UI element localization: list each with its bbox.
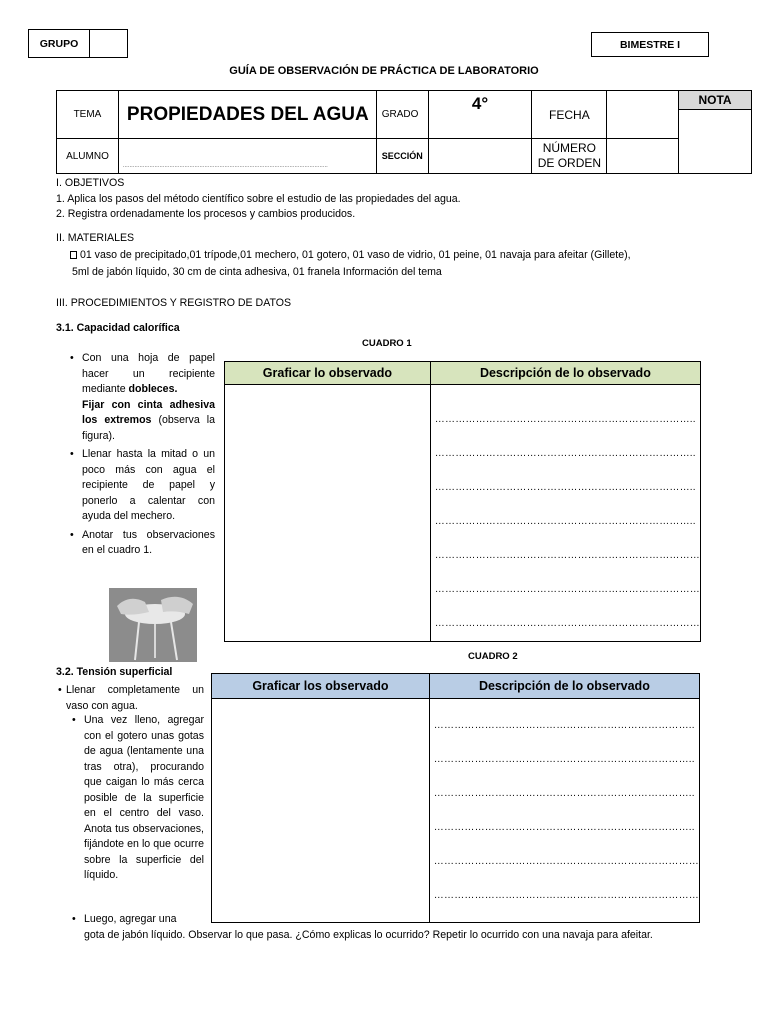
dot-line: ………………………………………………………………….. xyxy=(434,414,696,425)
dot-line: ………………………………………………………………….. xyxy=(434,516,696,527)
page-title: GUÍA DE OBSERVACIÓN DE PRÁCTICA DE LABORATORIO xyxy=(229,65,539,77)
tema-value: PROPIEDADES DEL AGUA xyxy=(118,91,376,139)
materiales-section xyxy=(56,230,756,281)
dot-line: ………………………………………………………………….. xyxy=(433,754,695,765)
objetivos-section xyxy=(56,176,746,223)
step-item: • Llenar completamente un vaso con agua. xyxy=(56,683,204,714)
dot-line: ………………………………………………………………….. xyxy=(433,822,695,833)
grado-label: GRADO xyxy=(376,91,428,139)
cuadro1-col-graficar: Graficar lo observado xyxy=(225,362,431,385)
grupo-label: GRUPO xyxy=(29,30,90,57)
step1-text-c: Fijar con cinta adhesiva los extremos xyxy=(82,398,215,426)
section-3-2-step3b: gota de jabón líquido. Observar lo que pasa. ¿Cómo explicas lo ocurrido? Repetir lo ocurrido con una navaja para afeitar. xyxy=(84,929,653,941)
section-3-1-steps xyxy=(68,351,215,562)
paper-container-illustration xyxy=(109,588,197,662)
seccion-value[interactable] xyxy=(428,139,532,174)
dot-line: …………………………………………………………………… xyxy=(434,584,700,595)
section-3-2-heading: 3.2. Tensión superficial xyxy=(56,666,173,678)
dot-line: …………………………………………………………………… xyxy=(433,890,699,901)
fecha-label: FECHA xyxy=(532,91,607,139)
step-item: • Anotar tus observaciones en el cuadro 1. xyxy=(68,528,215,559)
bimestre-box: BIMESTRE I xyxy=(591,32,709,57)
dot-line: ………………………………………………………………….. xyxy=(434,448,696,459)
nota-cell xyxy=(679,91,752,174)
numero-orden-line2: DE ORDEN xyxy=(537,156,602,170)
cuadro1-dotlines xyxy=(431,385,700,641)
step-item: • Llenar hasta la mitad o un poco más con agua el recipiente de papel y ponerlo a calentar con ayuda del mechero. xyxy=(68,447,215,525)
materiales-heading: II. MATERIALES xyxy=(56,232,135,244)
numero-orden-label xyxy=(532,139,607,174)
cuadro2-description-area[interactable] xyxy=(429,699,699,923)
step-item: • Una vez lleno, agregar con el gotero unas gotas de agua (lentamente una tras otra), procurando que caigan lo más cerca posible de la superficie en el centro del vaso. Anota tus observaciones, fijándote en lo que ocurre sobre la superficie del líquido. xyxy=(70,713,204,884)
materiales-line2: 5ml de jabón líquido, 30 cm de cinta adhesiva, 01 franela Información del tema xyxy=(72,266,442,278)
section-3-1-heading: 3.1. Capacidad calorífica xyxy=(56,322,180,334)
dot-line: …………………………………………………………………… xyxy=(434,618,700,629)
box-icon xyxy=(70,251,77,259)
section-3-2-step2 xyxy=(70,713,204,887)
alumno-field[interactable] xyxy=(118,139,376,174)
cuadro2-col-graficar: Graficar los observado xyxy=(212,674,430,699)
tema-label: TEMA xyxy=(57,91,119,139)
cuadro2-drawing-area[interactable] xyxy=(212,699,430,923)
nota-label: NOTA xyxy=(679,91,751,110)
step1-text-d: (observa la figura). xyxy=(82,414,215,442)
paper-container-photo xyxy=(109,588,197,662)
section-3-2-step1 xyxy=(56,683,204,717)
numero-orden-value[interactable] xyxy=(607,139,679,174)
grado-value: 4° xyxy=(428,91,532,139)
step1-text-a: Con una hoja de papel hacer un recipiente mediante xyxy=(82,352,215,395)
alumno-line: …………………………………………………………………………………………………………… xyxy=(122,163,328,169)
dot-line: ………………………………………………………………….. xyxy=(433,788,695,799)
grupo-value[interactable] xyxy=(90,30,127,57)
seccion-label: SECCIÓN xyxy=(376,139,428,174)
cuadro1-table xyxy=(224,361,701,642)
dot-line: …………………………………………………………………… xyxy=(433,856,699,867)
dot-line: ………………………………………………………………….. xyxy=(434,482,696,493)
materiales-line1-text: 01 vaso de precipitado,01 trípode,01 mechero, 01 gotero, 01 vaso de vidrio, 01 peine, 01 navaja para afeitar (Gillete), xyxy=(77,249,631,261)
procedimientos-heading: III. PROCEDIMIENTOS Y REGISTRO DE DATOS xyxy=(56,297,292,309)
step1-text-b: dobleces. xyxy=(128,383,178,395)
materiales-line1 xyxy=(56,247,756,264)
alumno-label: ALUMNO xyxy=(57,139,119,174)
dot-line: ………………………………………………………………….. xyxy=(433,720,695,731)
cuadro1-col-descripcion: Descripción de lo observado xyxy=(430,362,700,385)
numero-orden-line1: NÚMERO xyxy=(542,141,597,155)
step-item: • Luego, agregar una xyxy=(70,912,204,928)
fecha-value[interactable] xyxy=(607,91,679,139)
objetivo-item: 1. Aplica los pasos del método científico sobre el estudio de las propiedades del agua. xyxy=(56,192,461,205)
step-item xyxy=(68,351,215,444)
cuadro2-dotlines xyxy=(430,699,699,913)
cuadro1-drawing-area[interactable] xyxy=(225,385,431,642)
info-table xyxy=(56,90,752,174)
objetivo-item: 2. Registra ordenadamente los procesos y cambios producidos. xyxy=(56,208,356,220)
cuadro2-label: CUADRO 2 xyxy=(468,651,518,662)
cuadro1-label: CUADRO 1 xyxy=(362,338,412,349)
cuadro1-description-area[interactable] xyxy=(430,385,700,642)
grupo-box xyxy=(28,29,128,58)
cuadro2-col-descripcion: Descripción de lo observado xyxy=(429,674,699,699)
dot-line: …………………………………………………………………… xyxy=(434,550,700,561)
objetivos-heading: I. OBJETIVOS xyxy=(56,177,125,189)
cuadro2-table xyxy=(211,673,700,923)
